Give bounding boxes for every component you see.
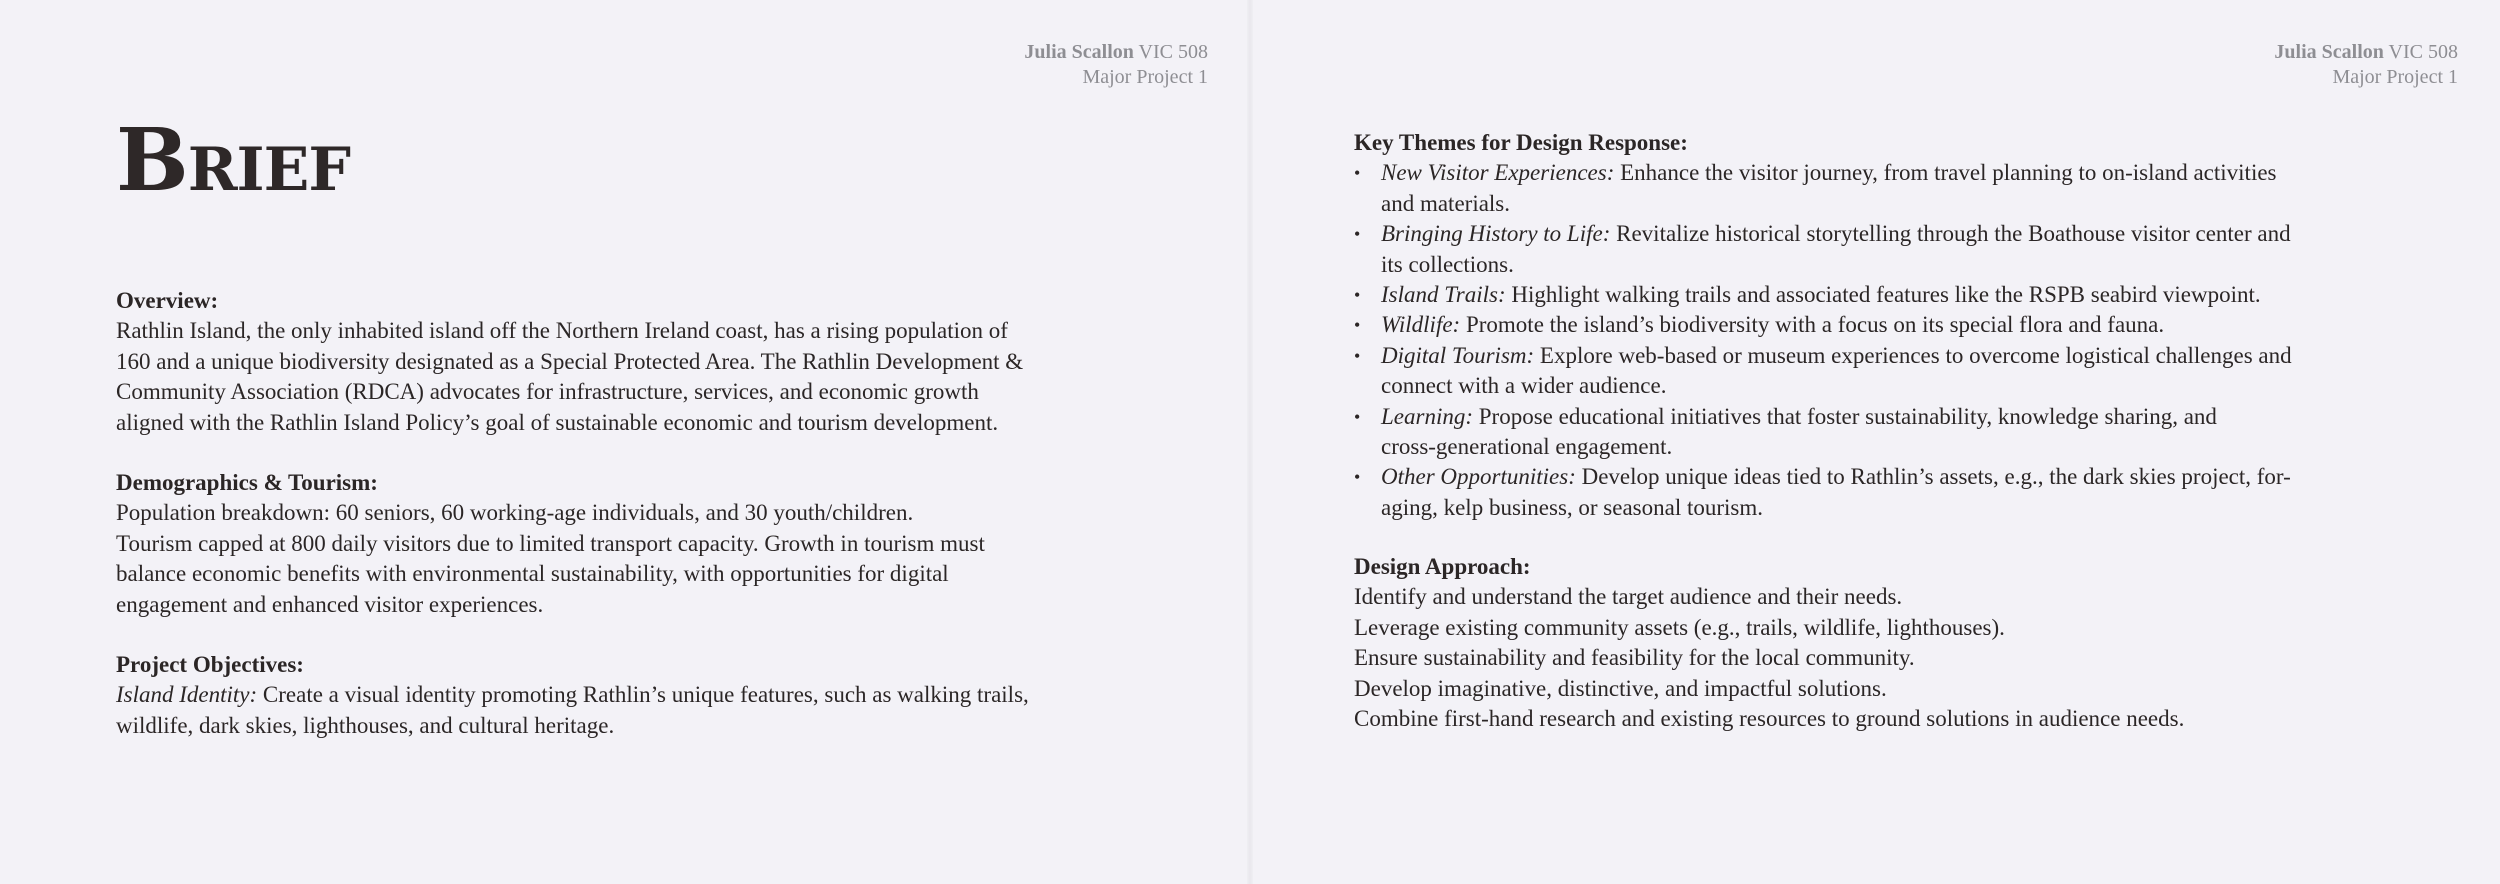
right-page xyxy=(1250,0,2500,884)
theme-text: Revitalize historical storytelling through the Boathouse visitor center and xyxy=(1610,221,2291,247)
theme-text: Develop unique ideas tied to Rathlin’s assets, e.g., the dark skies project, for- xyxy=(1575,464,2291,490)
theme-item xyxy=(1354,158,2414,219)
approach-line: Combine first-hand research and existing resources to ground solutions in audience needs. xyxy=(1354,706,2185,732)
overview-line: 160 and a unique biodiversity designated as a Special Protected Area. The Rathlin Development & xyxy=(116,348,1024,374)
theme-item xyxy=(1354,310,2414,340)
theme-term: New Visitor Experiences: xyxy=(1381,160,1615,186)
theme-item xyxy=(1354,402,2414,463)
theme-term: Learning: xyxy=(1381,403,1473,429)
objective-text-cont: wildlife, dark skies, lighthouses, and cultural heritage. xyxy=(116,712,615,738)
approach-section xyxy=(1354,552,2414,734)
objective-term: Island Identity: xyxy=(116,682,258,708)
author-name: Julia Scallon xyxy=(1024,41,1134,63)
theme-text: Highlight walking trails and associated features like the RSPB seabird viewpoint. xyxy=(1505,282,2261,308)
theme-text-cont: connect with a wider audience. xyxy=(1381,373,1667,399)
demographics-line: Tourism capped at 800 daily visitors due to limited transport capacity. Growth in tourism must xyxy=(116,530,985,556)
approach-line: Ensure sustainability and feasibility for the local community. xyxy=(1354,645,1915,671)
overview-line: Community Association (RDCA) advocates for infrastructure, services, and economic growth xyxy=(116,379,979,405)
theme-term: Island Trails: xyxy=(1381,282,1506,308)
approach-heading: Design Approach: xyxy=(1354,554,1531,579)
theme-text-cont: its collections. xyxy=(1381,251,1514,277)
themes-section xyxy=(1354,128,2414,523)
objective-text: Create a visual identity promoting Rathlin’s unique features, such as walking trails, xyxy=(257,682,1029,708)
theme-text-cont: aging, kelp business, or seasonal tourism. xyxy=(1381,494,1764,520)
approach-line: Identify and understand the target audience and their needs. xyxy=(1354,584,1903,610)
page-header xyxy=(2274,40,2458,90)
overview-line: aligned with the Rathlin Island Policy’s goal of sustainable economic and tourism development. xyxy=(116,409,999,435)
theme-text-cont: cross-generational engagement. xyxy=(1381,434,1673,460)
theme-item xyxy=(1354,341,2414,402)
demographics-line: engagement and enhanced visitor experiences. xyxy=(116,591,544,617)
demographics-section xyxy=(116,468,1116,620)
course-code: VIC 508 xyxy=(2388,41,2458,63)
theme-item xyxy=(1354,280,2414,310)
overview-heading: Overview: xyxy=(116,288,219,313)
overview-section xyxy=(116,286,1116,438)
themes-list xyxy=(1354,158,2414,523)
theme-term: Bringing History to Life: xyxy=(1381,221,1611,247)
theme-text: Propose educational initiatives that foster sustainability, knowledge sharing, and xyxy=(1473,403,2217,429)
theme-text: Enhance the visitor journey, from travel planning to on-island activities xyxy=(1614,160,2277,186)
demographics-heading: Demographics & Tourism: xyxy=(116,470,378,495)
course-code: VIC 508 xyxy=(1138,41,1208,63)
project-name: Major Project 1 xyxy=(1082,66,1208,88)
demographics-line: Population breakdown: 60 seniors, 60 working-age individuals, and 30 youth/children. xyxy=(116,500,914,526)
theme-text: Promote the island’s biodiversity with a focus on its special flora and fauna. xyxy=(1460,312,2165,338)
theme-item xyxy=(1354,219,2414,280)
objectives-section xyxy=(116,650,1116,741)
theme-term: Wildlife: xyxy=(1381,312,1461,338)
page-header xyxy=(1024,40,1208,90)
page-title: Brief xyxy=(116,110,350,211)
objectives-heading: Project Objectives: xyxy=(116,652,304,677)
theme-term: Other Opportunities: xyxy=(1381,464,1576,490)
project-name: Major Project 1 xyxy=(2332,66,2458,88)
theme-text-cont: and materials. xyxy=(1381,190,1511,216)
objective-item xyxy=(116,680,1116,710)
demographics-line: balance economic benefits with environmental sustainability, with opportunities for digital xyxy=(116,561,949,587)
approach-line: Develop imaginative, distinctive, and impactful solutions. xyxy=(1354,675,1887,701)
theme-term: Digital Tourism: xyxy=(1381,342,1535,368)
author-name: Julia Scallon xyxy=(2274,41,2384,63)
theme-item xyxy=(1354,462,2414,523)
overview-line: Rathlin Island, the only inhabited island off the Northern Ireland coast, has a rising population of xyxy=(116,318,1008,344)
approach-line: Leverage existing community assets (e.g., trails, wildlife, lighthouses). xyxy=(1354,614,2005,640)
themes-heading: Key Themes for Design Response: xyxy=(1354,130,1688,155)
theme-text: Explore web-based or museum experiences to overcome logistical challenges and xyxy=(1534,342,2292,368)
